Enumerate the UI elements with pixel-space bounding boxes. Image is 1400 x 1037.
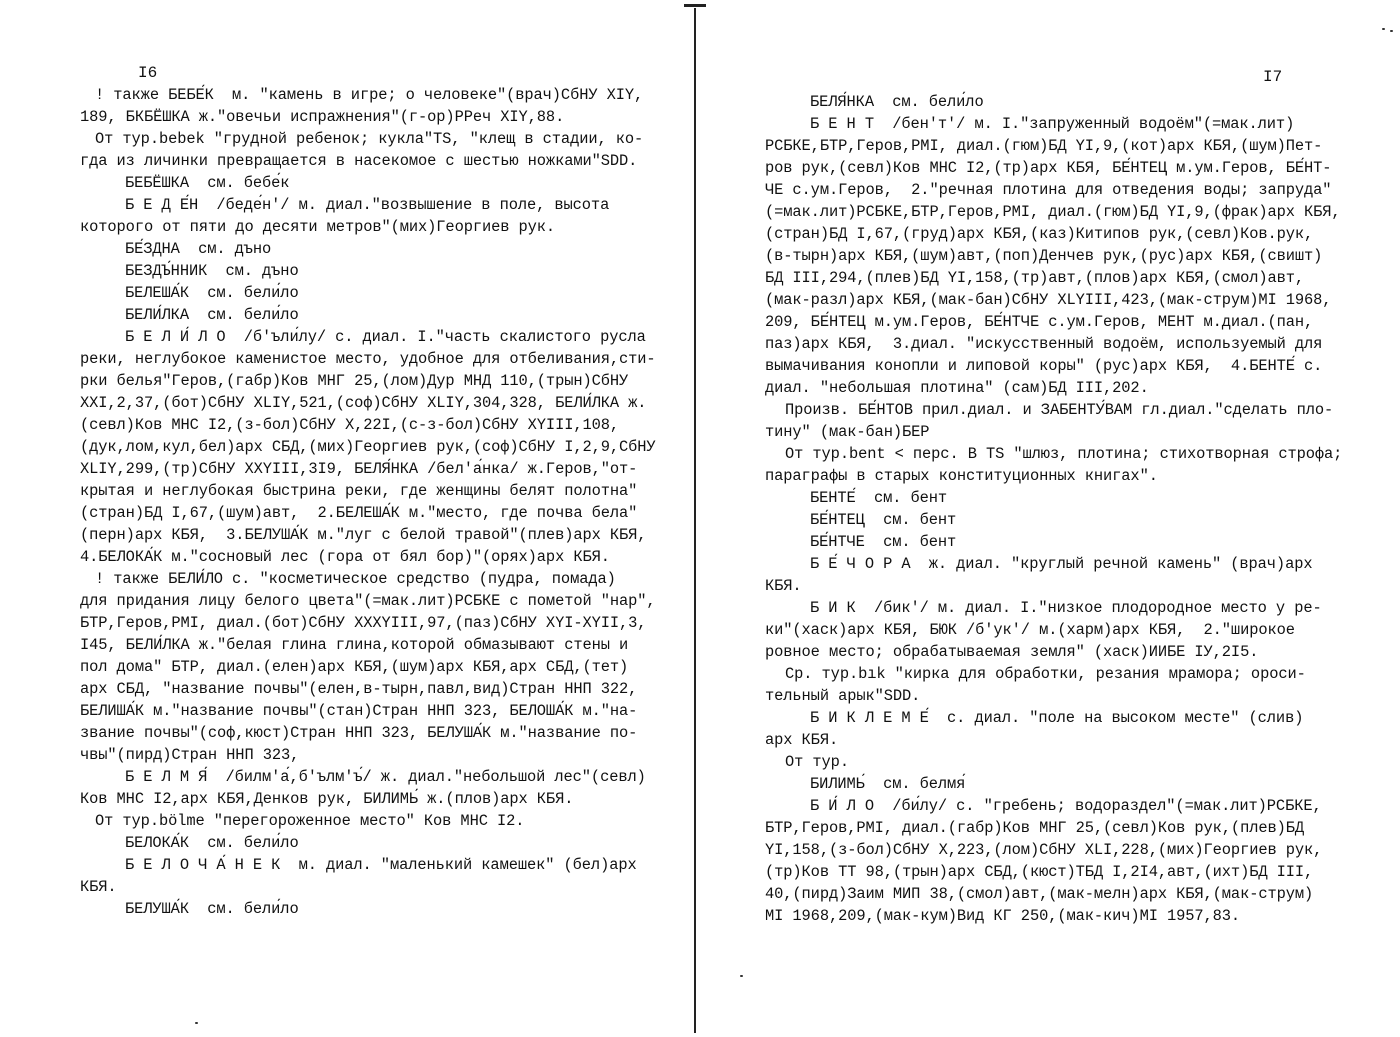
text-line: БТР,Геров,РМI, диал.(габр)Ков МНГ 25,(севл)Ков рук,(плев)БД bbox=[765, 819, 1305, 837]
text-line: БЕЛИША́К м."название почвы"(стан)Стран ННП 323, БЕЛОША́К м."на- bbox=[80, 702, 638, 720]
dictionary-entry-line: БЕ́НТЧЕ см. бент bbox=[810, 533, 957, 551]
text-line: ! также БЕЛИ́ЛО с. "косметическое средство (пудра, помада) bbox=[95, 570, 616, 588]
text-line: От тур.bölme "перегороженное место" Ков МНС I2. bbox=[95, 812, 525, 830]
dictionary-entry-line: Б Е́ Ч О Р А ж. диал. "круглый речной камень" (врач)арх bbox=[810, 555, 1313, 573]
dictionary-entry-line: БЕЛИ́ЛКА см. бели́ло bbox=[125, 306, 299, 324]
text-line: YI,158,(з-бол)СбНУ X,223,(лом)СбНУ XLI,228,(мих)Георгиев рук, bbox=[765, 841, 1323, 859]
page-number: I6 bbox=[138, 64, 158, 82]
dictionary-entry-line: БЕ́НТЕЦ см. бент bbox=[810, 511, 957, 529]
text-line: звание почвы"(соф,кюст)Стран ННП 323, БЕЛУША́К м."название по- bbox=[80, 724, 638, 742]
text-line: (в-тырн)арх КБЯ,(шум)авт,(поп)Денчев рук,(рус)арх КБЯ,(свишт) bbox=[765, 247, 1323, 265]
text-line: I45, БЕЛИ́ЛКА ж."белая глина глина,которой обмазывают стены и bbox=[80, 636, 629, 654]
text-line: тельный арык"SDD. bbox=[765, 687, 921, 705]
text-line: (дук,лом,кул,бел)арх СБД,(мих)Георгиев рук,(соф)СбНУ I,2,9,СбНУ bbox=[80, 438, 656, 456]
dictionary-entry-line: БЕЛЯ́НКА см. бели́ло bbox=[810, 93, 984, 111]
text-line: Произв. БЕ́НТОВ прил.диал. и ЗАБЕНТУ́ВАМ гл.диал."сделать пло- bbox=[785, 401, 1334, 419]
scan-speck bbox=[740, 975, 743, 977]
text-line: (стран)БД I,67,(шум)авт, 2.БЕЛЕША́К м."место, где почва бела" bbox=[80, 504, 638, 522]
text-line: Ср. тур.bık "кирка для обработки, резания мрамора; ороси- bbox=[785, 665, 1306, 683]
text-line: Ков МНС I2,арх КБЯ,Денков рук, БИЛИМЬ́ ж.(плов)арх КБЯ. bbox=[80, 790, 574, 808]
dictionary-entry-line: БЕЛОКА́К см. бели́ло bbox=[125, 834, 299, 852]
text-line: КБЯ. bbox=[765, 577, 802, 595]
text-line: пол дома" БТР, диал.(елен)арх КБЯ,(шум)арх КБЯ,арх СБД,(тет) bbox=[80, 658, 629, 676]
scan-speck bbox=[195, 1022, 198, 1024]
text-line: XLIY,299,(тр)СбНУ XXYIII,3I9, БЕЛЯ́НКА /бел'а́нка/ ж.Геров,"от- bbox=[80, 460, 638, 478]
right-page bbox=[700, 0, 1400, 1037]
dictionary-entry-line: Б Е Л И́ Л О /б'ъли́лу/ с. диал. I."часть скалистого русла bbox=[125, 328, 646, 346]
text-line: ! также БЕБЕ́К м. "камень в игре; о человеке"(врач)СбНУ XIY, bbox=[95, 86, 644, 104]
dictionary-entry-line: Б Е Л О Ч А́ Н Е К м. диал. "маленький камешек" (бел)арх bbox=[125, 856, 637, 874]
text-line: РСБКЕ,БТР,Геров,РМI, диал.(гюм)БД YI,9,(кот)арх КБЯ,(шум)Пет- bbox=[765, 137, 1323, 155]
text-line: (=мак.лит)РСБКЕ,БТР,Геров,РМI, диал.(гюм)БД YI,9,(фрак)арх КБЯ, bbox=[765, 203, 1341, 221]
text-line: арх СБД, "название почвы"(елен,в-тырн,павл,вид)Стран ННП 322, bbox=[80, 680, 638, 698]
book-spine-divider bbox=[694, 8, 696, 1033]
text-line: ки"(хаск)арх КБЯ, БЮК /б'ук'/ м.(харм)арх КБЯ, 2."широкое bbox=[765, 621, 1295, 639]
text-line: рки белья"Геров,(габр)Ков МНГ 25,(лом)Дур МНД 110,(трын)СбНУ bbox=[80, 372, 629, 390]
text-line: XXI,2,37,(бот)СбНУ XLIY,521,(соф)СбНУ XLIY,304,328, БЕЛИ́ЛКА ж. bbox=[80, 394, 647, 412]
text-line: арх КБЯ. bbox=[765, 731, 839, 749]
text-line: 209, БЕ́НТЕЦ м.ум.Геров, БЕ́НТЧЕ с.ум.Геров, МЕНТ м.диал.(пан, bbox=[765, 313, 1314, 331]
dictionary-entry-line: БЕ́ЗДНА см. дъно bbox=[125, 240, 272, 258]
text-line: чвы"(пирд)Стран ННП 323, bbox=[80, 746, 300, 764]
text-line: паз)арх КБЯ, 3.диал. "искусственный водоём, используемый для bbox=[765, 335, 1323, 353]
text-line: (севл)Ков МНС I2,(з-бол)СбНУ X,22I,(с-з-бол)СбНУ XYIII,108, bbox=[80, 416, 620, 434]
text-line: МI 1968,209,(мак-кум)Вид КГ 250,(мак-кич)МI 1957,83. bbox=[765, 907, 1241, 925]
left-page bbox=[0, 0, 690, 1037]
dictionary-entry-line: БИЛИМЬ́ см. белмя́ bbox=[810, 775, 966, 793]
dictionary-entry-line: Б И К Л Е М Е́ с. диал. "поле на высоком месте" (слив) bbox=[810, 709, 1304, 727]
text-line: 4.БЕЛОКА́К м."сосновый лес (гора от бял бор)"(орях)арх КБЯ. bbox=[80, 548, 610, 566]
dictionary-entry-line: Б Е Л М Я́ /билм'а́,б'ълм'ъ́/ ж. диал."небольшой лес"(севл) bbox=[125, 768, 646, 786]
text-line: параграфы в старых конституционных книгах". bbox=[765, 467, 1158, 485]
text-line: От тур.bent < перс. В TS "шлюз, плотина; стихотворная строфа; bbox=[785, 445, 1343, 463]
text-line: БД III,294,(плев)БД YI,158,(тр)авт,(плов)арх КБЯ,(смол)авт, bbox=[765, 269, 1305, 287]
text-line: диал. "небольшая плотина" (сам)БД III,202. bbox=[765, 379, 1149, 397]
text-line: которого от пяти до десяти метров"(мих)Георгиев рук. bbox=[80, 218, 556, 236]
text-line: ров рук,(севл)Ков МНС I2,(тр)арх КБЯ, БЕ́НТЕЦ м.ум.Геров, БЕ́НТ- bbox=[765, 159, 1332, 177]
text-line: От тур. bbox=[785, 753, 849, 771]
dictionary-entry-line: БЕБЁШКА см. бебе́к bbox=[125, 174, 290, 192]
dictionary-entry-line: Б И́ Л О /би́лу/ с. "гребень; водораздел"(=мак.лит)РСБКЕ, bbox=[810, 797, 1322, 815]
dictionary-entry-line: Б И К /бик'/ м. диал. I."низкое плодородное место у ре- bbox=[810, 599, 1322, 617]
dictionary-entry-line: Б Е Д Е́Н /беде́н'/ м. диал."возвышение в поле, высота bbox=[125, 196, 610, 214]
dictionary-entry-line: БЕЗДЪ́ННИК см. дъно bbox=[125, 262, 299, 280]
text-line: (тр)Ков ТТ 98,(трын)арх СБД,(кюст)ТБД I,2I4,авт,(ихт)БД III, bbox=[765, 863, 1314, 881]
dictionary-entry-line: БЕЛЕША́К см. бели́ло bbox=[125, 284, 299, 302]
text-line: вымачивания конопли и липовой коры" (рус)арх КБЯ, 4.БЕНТЕ́ с. bbox=[765, 357, 1323, 375]
page-number: I7 bbox=[1263, 68, 1283, 86]
dictionary-entry-line: БЕНТЕ́ см. бент bbox=[810, 489, 948, 507]
text-line: гда из личинки превращается в насекомое с шестью ножками"SDD. bbox=[80, 152, 638, 170]
text-line: 40,(пирд)Заим МИП 38,(смол)авт,(мак-мелн)арх КБЯ,(мак-струм) bbox=[765, 885, 1314, 903]
text-line: для придания лицу белого цвета"(=мак.лит)РСБКЕ с пометой "нар", bbox=[80, 592, 656, 610]
text-line: ЧЕ с.ум.Геров, 2."речная плотина для отведения воды; запруда" bbox=[765, 181, 1332, 199]
text-line: реки, неглубокое каменистое место, удобное для отбеливания,сти- bbox=[80, 350, 656, 368]
text-line: (стран)БД I,67,(груд)арх КБЯ,(каз)Китипов рук,(севл)Ков.рук, bbox=[765, 225, 1314, 243]
text-line: 189, БКБЁШКА ж."овечьи испражнения"(г-ор)РРеч XIY,88. bbox=[80, 108, 565, 126]
scan-speck bbox=[1382, 28, 1385, 30]
text-line: (перн)арх КБЯ, 3.БЕЛУША́К м."луг с белой травой"(плев)арх КБЯ, bbox=[80, 526, 647, 544]
text-line: (мак-разл)арх КБЯ,(мак-бан)СбНУ XLYIII,423,(мак-струм)МI 1968, bbox=[765, 291, 1332, 309]
text-line: крытая и неглубокая быстрина реки, где женщины белят полотна" bbox=[80, 482, 638, 500]
text-line: От тур.bebek "грудной ребенок; кукла"TS, "клещ в стадии, ко- bbox=[95, 130, 644, 148]
text-line: ровное место; обрабатываемая земля" (хаск)ИИБЕ IУ,2I5. bbox=[765, 643, 1259, 661]
text-line: БТР,Геров,РМI, диал.(бот)СбНУ XXXYIII,97,(паз)СбНУ XYI-XYII,3, bbox=[80, 614, 647, 632]
text-line: тину" (мак-бан)БЕР bbox=[765, 423, 930, 441]
dictionary-entry-line: Б Е Н Т /бен'т'/ м. I."запруженный водоём"(=мак.лит) bbox=[810, 115, 1295, 133]
dictionary-entry-line: БЕЛУША́К см. бели́ло bbox=[125, 900, 299, 918]
text-line: КБЯ. bbox=[80, 878, 117, 896]
scan-speck bbox=[1390, 30, 1393, 32]
